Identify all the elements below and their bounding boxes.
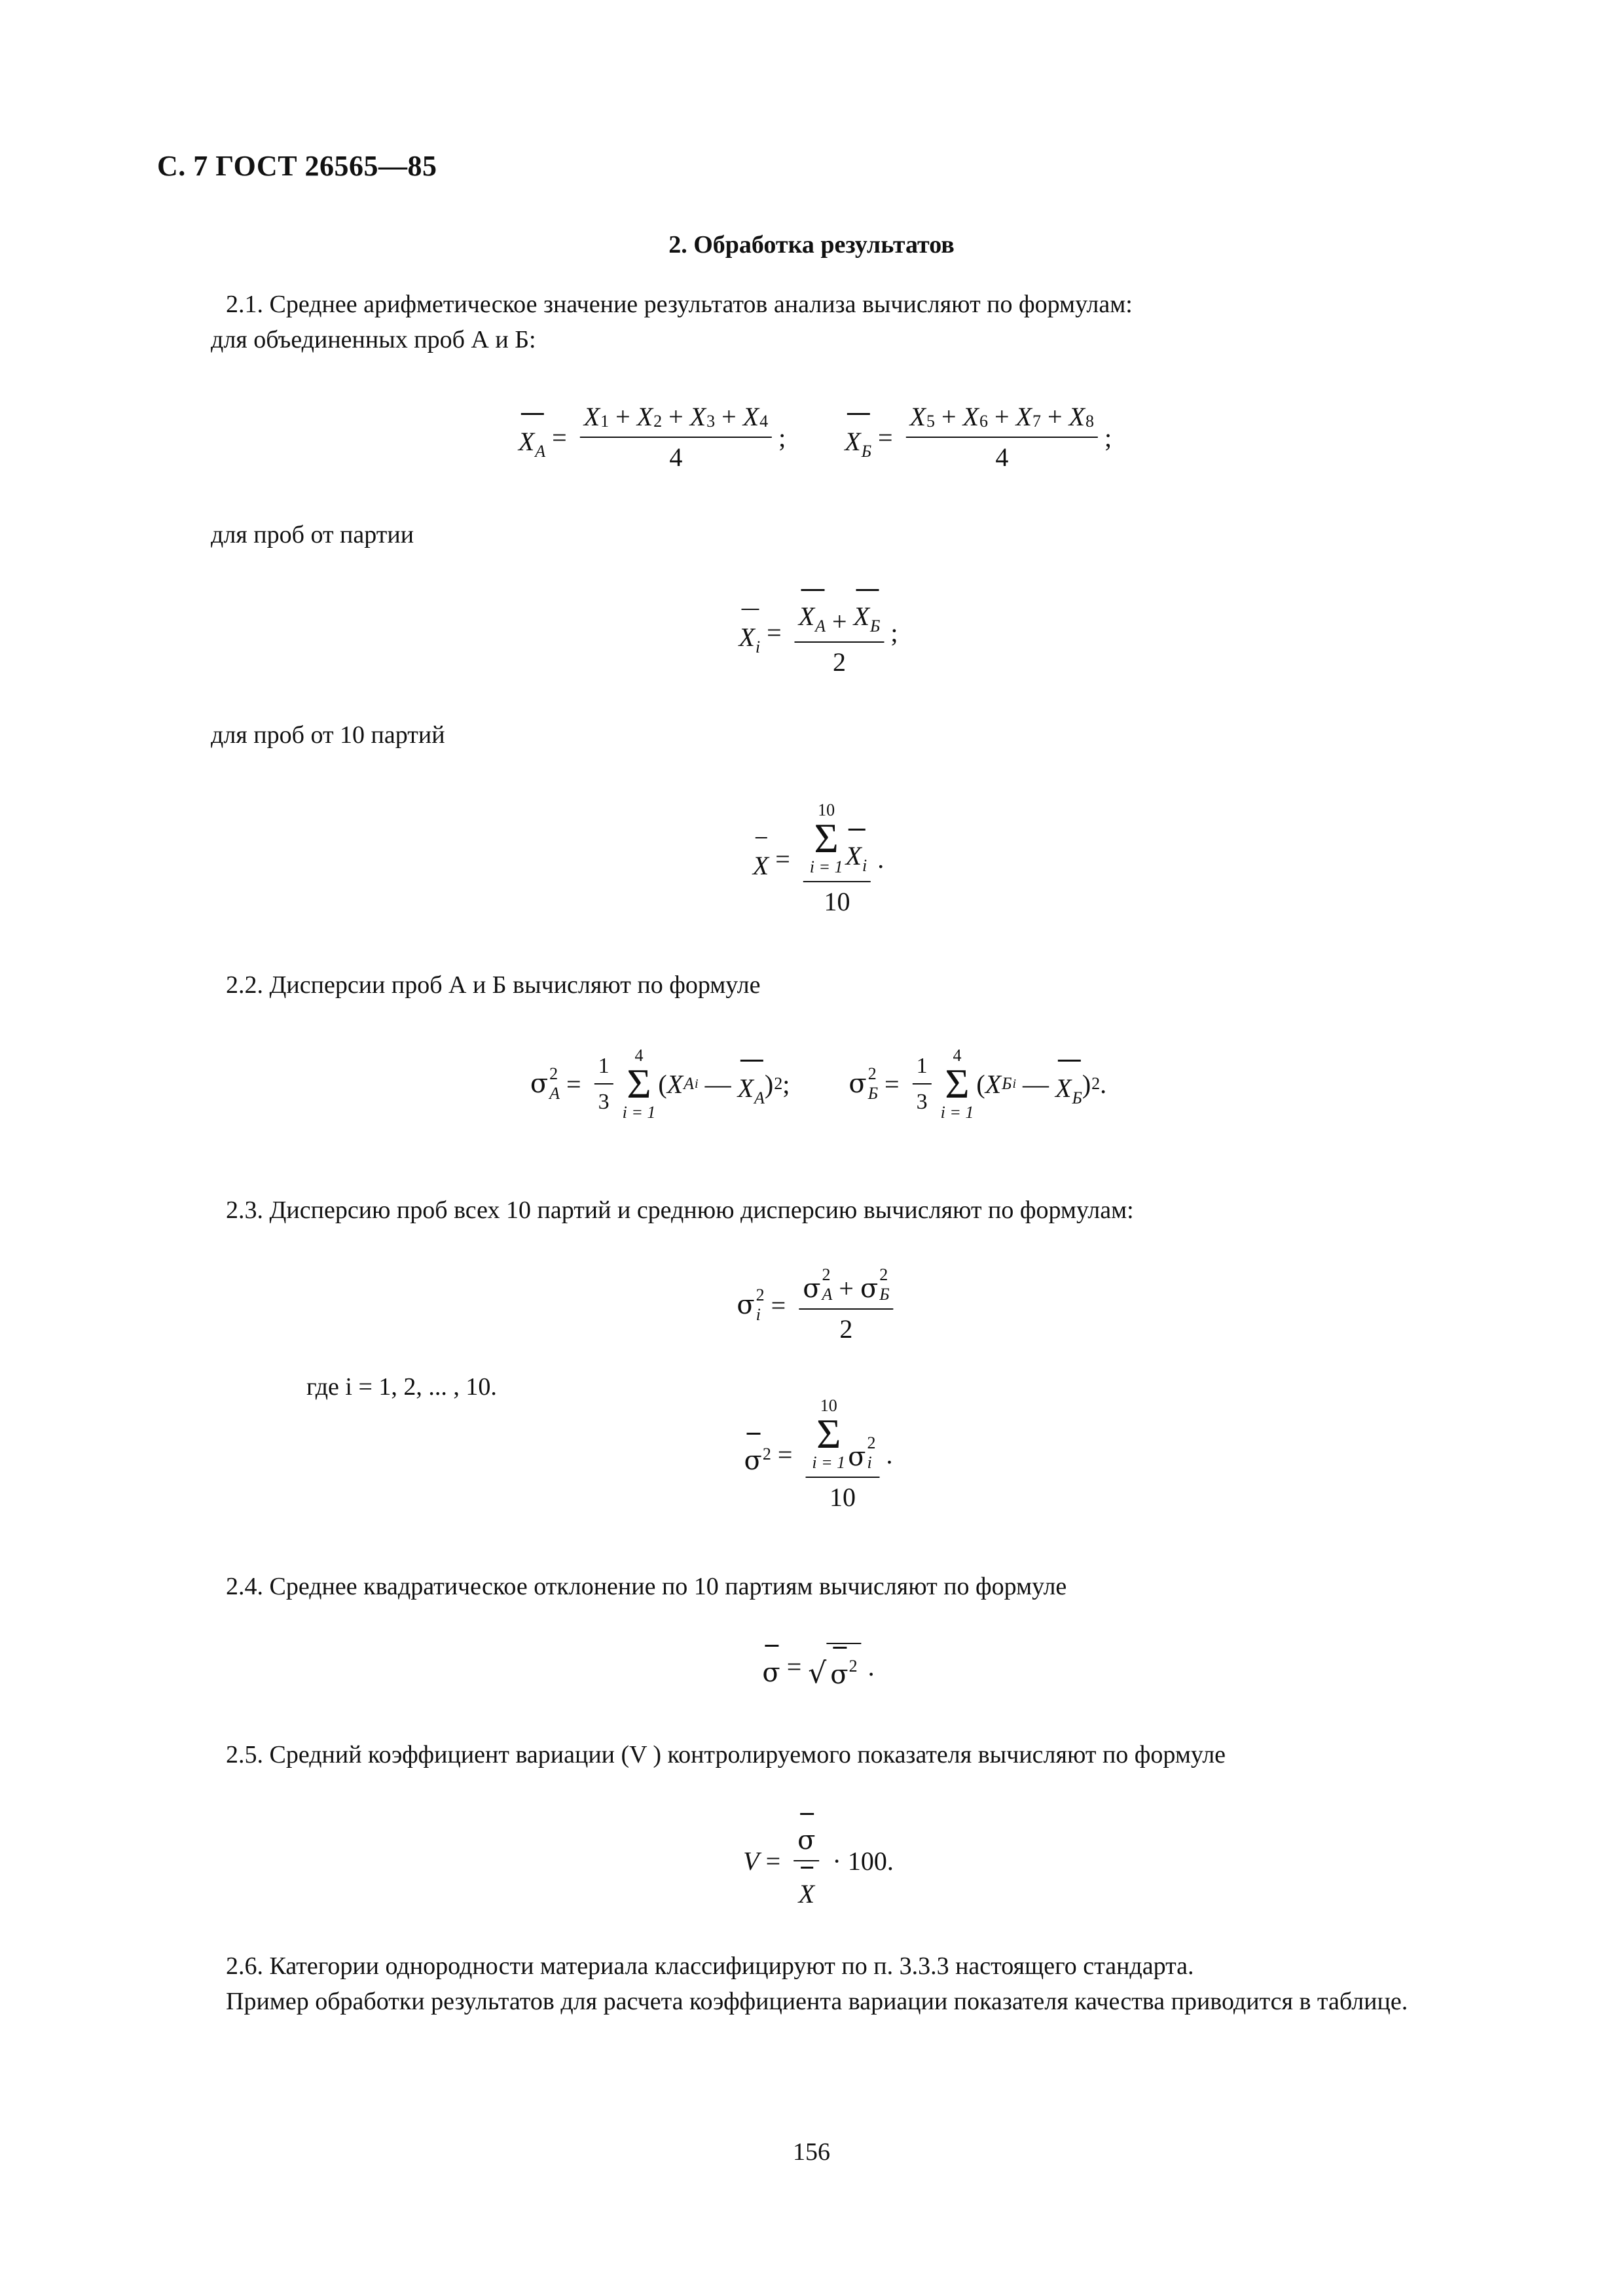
formula-mean-a-b: $X_А$ = X 1 + X 2 + X 3 + X 4 4 ; $X_Б$ = X 5 + X 6 + X 7 + X 8 4 ;: [518, 402, 1112, 472]
page-number: 156: [793, 2138, 830, 2166]
formula-mean-party: $X_i$ = $X_А$ + $X_Б$ 2 ;: [739, 589, 898, 677]
paragraph-2-5: 2.5. Средний коэффициент вариации (V ) контролируемого показателя вычисляют по формуле: [226, 1741, 1226, 1768]
section-title: 2. Обработка результатов: [668, 231, 955, 259]
formula-dispersion-party: σ 2 i = σ 2 А + σ 2 Б 2: [737, 1266, 900, 1344]
paragraph-2-1-line1: 2.1. Среднее арифметическое значение результатов анализа вычисляют по формулам:: [226, 291, 1133, 318]
formula-mean-overall: X = 10 Σ i = 1 $X_i$ 10 .: [752, 800, 884, 916]
paragraph-2-1-line2: для объединенных проб А и Б:: [211, 326, 536, 353]
text-for-10-parties: для проб от 10 партий: [211, 721, 445, 749]
paragraph-2-6-example: Пример обработки результатов для расчета коэффициента вариации показателя качества приводится в таблице.: [226, 1988, 1408, 2015]
x-bar: $X_А$: [519, 413, 545, 461]
formula-dispersion-a-b: σ 2 А = $\frac{1}{3}$ 4 Σ i = 1 ( X А i — $X_А$ ) 2 ; σ 2 Б = $\frac{1}{3}$ 4 Σ i = 1 ( X Б i — $X_Б$ ) 2 .: [530, 1046, 1107, 1122]
page-header: С. 7 ГОСТ 26565—85: [157, 150, 437, 182]
paragraph-2-6: 2.6. Категории однородности материала классифицируют по п. 3.3.3 настоящего стандарта.: [226, 1952, 1194, 1980]
paragraph-2-3: 2.3. Дисперсию проб всех 10 партий и среднюю дисперсию вычисляют по формулам:: [226, 1196, 1134, 1224]
formula-variation-coefficient: V = $\frac{\sigma}{X}$ · 100 .: [743, 1813, 894, 1909]
fraction: X 1 + X 2 + X 3 + X 4 4: [580, 403, 772, 472]
paragraph-2-4: 2.4. Среднее квадратическое отклонение по 10 партиям вычисляют по формуле: [226, 1573, 1067, 1600]
paragraph-2-2: 2.2. Дисперсии проб А и Б вычисляют по формуле: [226, 971, 761, 999]
formula-mean-dispersion: σ 2 = 10 Σ i = 1 σ 2 i 10 .: [744, 1396, 893, 1512]
where-text: где i = 1, 2, ... , 10.: [306, 1373, 497, 1401]
formula-std-deviation: σ = √ $\sigma^2$ .: [762, 1643, 874, 1690]
text-for-party: для проб от партии: [211, 521, 414, 548]
